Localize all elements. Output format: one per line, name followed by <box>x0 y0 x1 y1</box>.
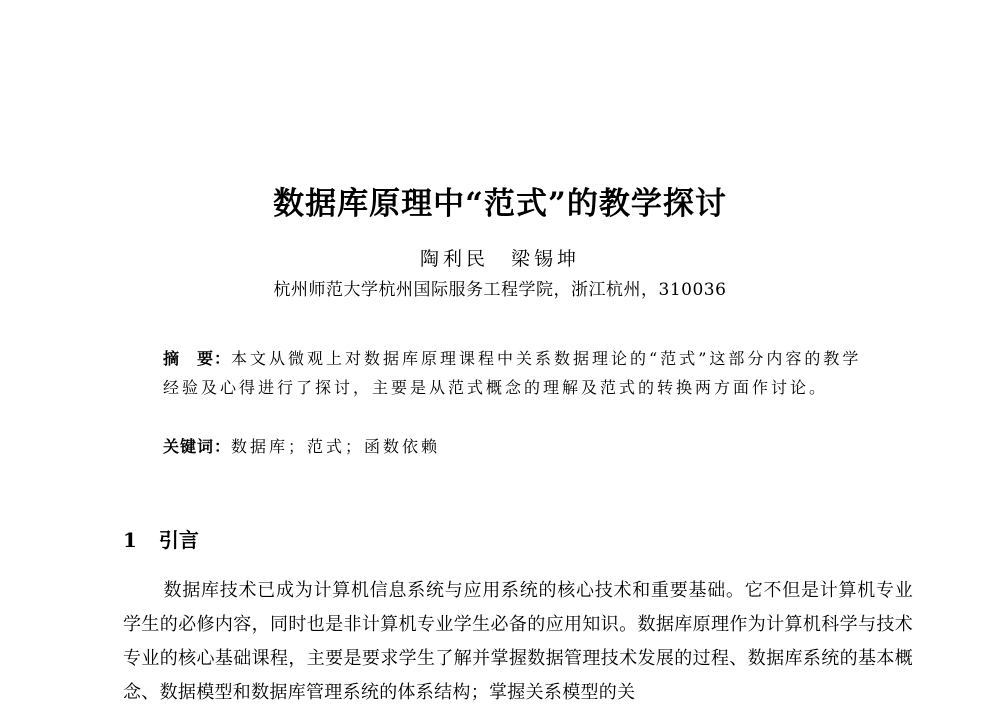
abstract <box>163 344 870 402</box>
section-number: 1 <box>123 528 137 552</box>
author-name: 陶利民 <box>419 248 489 270</box>
paper-title: 数据库原理中“范式”的教学探讨 <box>273 186 727 222</box>
section-heading <box>123 524 199 553</box>
keywords-label: 关键词： <box>163 437 232 456</box>
author-name: 梁锡坤 <box>511 248 581 270</box>
keywords-text: 数据库；范式；函数依赖 <box>231 437 441 456</box>
abstract-text: 本文从微观上对数据库原理课程中关系数据理论的“范式”这部分内容的教学经验及心得进行了探讨，主要是从范式概念的理解及范式的转换两方面作讨论。 <box>163 349 862 397</box>
body-paragraph <box>123 574 913 710</box>
body-text: 数据库技术已成为计算机信息系统与应用系统的核心技术和重要基础。它不但是计算机专业学生的必修内容，同时也是非计算机专业学生必备的应用知识。数据库原理作为计算机科学与技术专业的核心基础课程，主要是要求学生了解并掌握数据管理技术发展的过程、数据库系统的基本概念、数据模型和数据库管理系统的体系结构；掌握关系模型的关 <box>123 580 913 703</box>
author-list <box>0 244 1000 271</box>
keywords <box>163 434 440 457</box>
affiliation: 杭州师范大学杭州国际服务工程学院，浙江杭州，310036 <box>273 280 727 300</box>
abstract-label: 摘 要： <box>163 349 232 368</box>
section-title: 引言 <box>158 528 199 552</box>
